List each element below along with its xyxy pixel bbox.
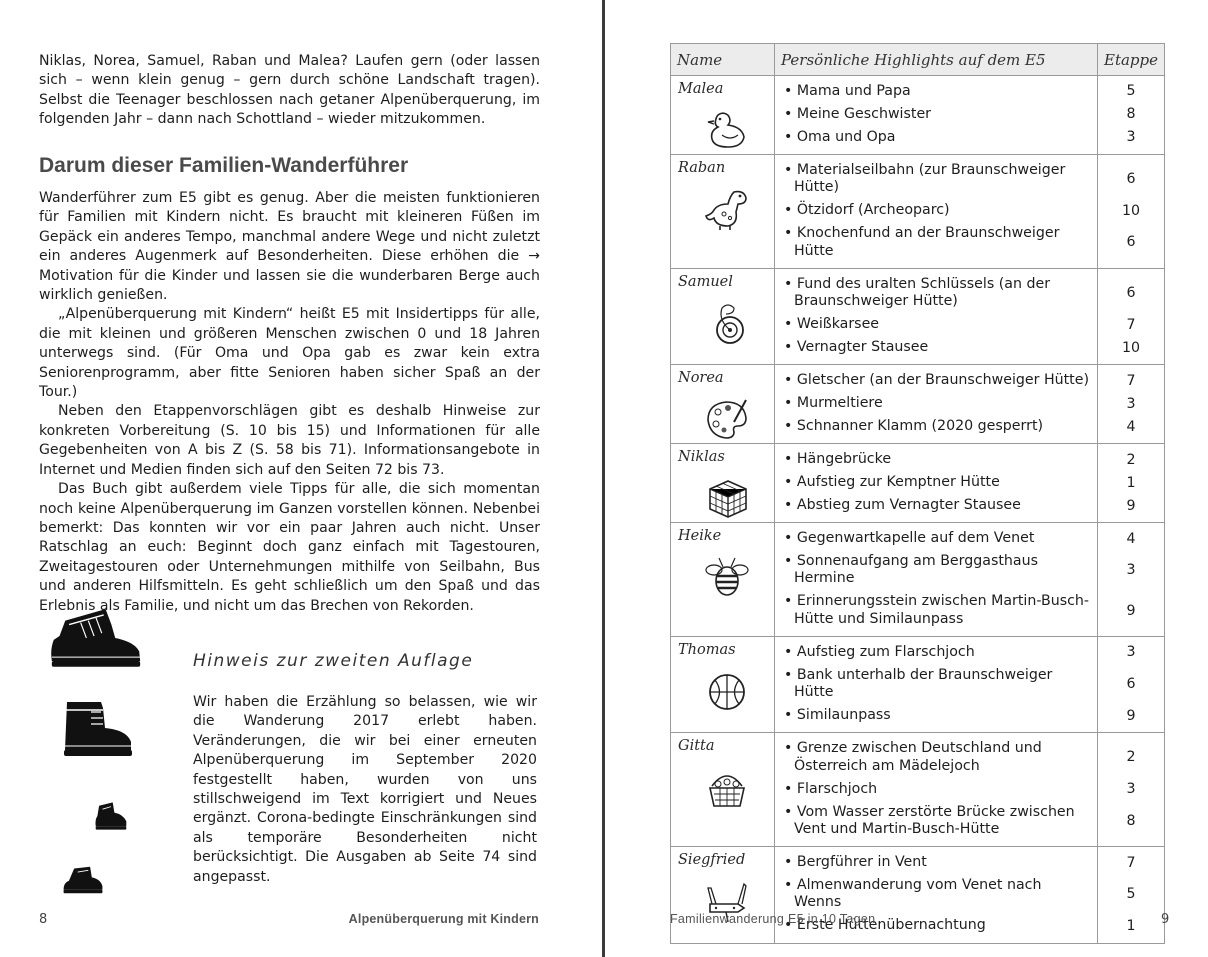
highlight-item: • Knochenfund an der Braunschweiger Hütte	[784, 222, 1091, 262]
person-name: Siegfried	[678, 852, 746, 869]
highlight-item: • Schnanner Klamm (2020 gesperrt)	[784, 415, 1091, 438]
person-name: Niklas	[678, 449, 725, 466]
section-heading: Darum dieser Familien-Wanderführer	[39, 154, 409, 177]
person-name: Raban	[678, 160, 726, 176]
highlight-item: • Meine Geschwister	[784, 103, 1091, 126]
name-cell	[671, 733, 775, 847]
highlight-item: • Oma und Opa	[784, 126, 1091, 149]
table-body	[671, 76, 1165, 944]
paragraph: Wanderführer zum E5 gibt es genug. Aber die meisten funktionieren für Familien mit Kindern nicht. Es braucht mit kleineren Füßen im Gepäck ein anderes Tempo, manchmal andere Wege und nicht zuletzt ein anderes Augenmerk auf Besonderheiten. Diese erhöhen die → Motivation für die Kinder und lassen sie die wunderbaren Berge auch wirklich genießen.	[39, 190, 540, 304]
stage-number: 3	[1126, 781, 1136, 798]
header-highlights: Persönliche Highlights auf dem E5	[775, 44, 1098, 76]
highlight-item: • Gegenwartkapelle auf dem Venet	[784, 527, 1091, 550]
running-head-left: Alpenüberquerung mit Kindern	[348, 912, 539, 926]
highlight-item: • Erste Hüttenübernachtung	[784, 915, 1091, 938]
stage-number: 4	[1126, 418, 1136, 435]
stage-number: 1	[1126, 917, 1136, 934]
highlights-cell	[775, 268, 1098, 364]
table-row	[671, 523, 1165, 637]
stage-number: 3	[1126, 395, 1136, 412]
highlight-item: • Bergführer in Vent	[784, 851, 1091, 874]
boot-icon	[48, 602, 144, 672]
dinosaur-icon	[704, 186, 750, 232]
stage-cell	[1098, 444, 1165, 523]
stage-cell	[1098, 268, 1165, 364]
stage-cell	[1098, 847, 1165, 943]
table-row	[671, 847, 1165, 943]
name-cell	[671, 155, 775, 269]
stage-cell	[1098, 365, 1165, 444]
stage-cell	[1098, 155, 1165, 269]
highlights-cell	[775, 76, 1098, 155]
intro-text: Niklas, Norea, Samuel, Raban und Malea? Laufen gern (oder lassen sich – wenn klein genug – gern durch schöne Landschaft tragen). Selbst die Teenager beschlossen nach getaner Alpenüberquerung, im folgenden Jahr – dann nach Schottland – wieder mitzukommen.	[39, 53, 540, 128]
stage-number: 7	[1126, 372, 1136, 389]
basketball-icon	[704, 668, 750, 714]
highlight-item: • Hängebrücke	[784, 448, 1091, 471]
table-row	[671, 733, 1165, 847]
name-cell	[671, 76, 775, 155]
person-name: Norea	[678, 370, 724, 387]
paragraph: Das Buch gibt außerdem viele Tipps für alle, die sich momentan noch keine Alpenüberquerung im Ganzen vorstellen können. Nebenbei bemerkt: Das konnten wir vor ein paar Jahren auch nicht. Unser Ratschlag an euch: Beginnt doch ganz einfach mit Tagestouren, Zweitagestouren oder Unternehmungen mithilfe von Seilbahn, Bus und anderen Hilfsmitteln. Es geht schließlich um den Spaß und das Erlebnis als Familie, und nicht um das Brechen von Rekorden.	[39, 481, 540, 614]
flower-basket-icon	[704, 764, 750, 810]
stage-number: 2	[1126, 451, 1136, 468]
intro-paragraph	[39, 52, 540, 130]
highlights-cell	[775, 365, 1098, 444]
highlights-cell	[775, 733, 1098, 847]
highlight-item: • Aufstieg zum Flarschjoch	[784, 641, 1091, 664]
highlight-item: • Bank unterhalb der Braunschweiger Hütte	[784, 664, 1091, 704]
highlight-item: • Vom Wasser zerstörte Brücke zwischen Vent und Martin-Busch-Hütte	[784, 801, 1091, 841]
header-name: Name	[671, 44, 775, 76]
header-stage: Etappe	[1098, 44, 1165, 76]
stage-cell	[1098, 76, 1165, 155]
name-cell	[671, 365, 775, 444]
right-page	[605, 0, 1208, 957]
stage-number: 1	[1126, 474, 1136, 491]
name-cell	[671, 523, 775, 637]
name-cell	[671, 268, 775, 364]
name-cell	[671, 444, 775, 523]
stage-number: 3	[1126, 562, 1136, 579]
highlight-item: • Materialseilbahn (zur Braunschweiger Hütte)	[784, 159, 1091, 199]
stage-number: 9	[1126, 497, 1136, 514]
stage-number: 8	[1126, 812, 1136, 829]
page-number-left: 8	[39, 912, 48, 927]
stage-number: 10	[1121, 202, 1141, 219]
person-name: Gitta	[678, 738, 715, 755]
stage-number: 6	[1126, 284, 1136, 301]
stage-number: 6	[1126, 234, 1136, 251]
paragraph: Neben den Etappenvorschlägen gibt es deshalb Hinweise zur konkreten Vorbereitung (S. 10 bis 15) und Informationen für alle Gegebenheiten von A bis Z (S. 58 bis 71). Informationsangebote in Internet und Medien finden sich auf den Seiten 72 bis 73.	[39, 403, 540, 478]
table-row	[671, 76, 1165, 155]
person-name: Heike	[678, 528, 722, 545]
stage-number: 6	[1126, 676, 1136, 693]
stage-number: 9	[1126, 707, 1136, 724]
highlights-cell	[775, 847, 1098, 943]
stage-cell	[1098, 733, 1165, 847]
highlight-item: • Erinnerungsstein zwischen Martin-Busch-Hütte und Similaunpass	[784, 591, 1091, 631]
highlights-table	[670, 43, 1165, 944]
table-row	[671, 444, 1165, 523]
hint-title: Hinweis zur zweiten Auflage	[193, 651, 474, 671]
highlight-item: • Mama und Papa	[784, 80, 1091, 103]
stage-number: 8	[1126, 106, 1136, 123]
person-name: Samuel	[678, 273, 733, 290]
bee-icon	[704, 554, 750, 600]
highlight-item: • Aufstieg zur Kemptner Hütte	[784, 471, 1091, 494]
highlights-cell	[775, 637, 1098, 733]
stage-number: 7	[1126, 316, 1136, 333]
highlight-item: • Weißkarsee	[784, 313, 1091, 336]
stage-number: 9	[1126, 602, 1136, 619]
boot-icon	[94, 800, 128, 832]
highlight-item: • Sonnenaufgang am Berggasthaus Hermine	[784, 550, 1091, 590]
highlight-item: • Almenwanderung vom Venet nach Wenns	[784, 874, 1091, 914]
table-row	[671, 268, 1165, 364]
highlight-item: • Similaunpass	[784, 704, 1091, 727]
hint-paragraph: Wir haben die Erzählung so belassen, wie wir die Wanderung 2017 erlebt haben. Veränderungen, die wir bei einer erneuten Alpenüberquerung im September 2020 festgestellt haben, wurden von uns stillschweigend im Text korrigiert und Neues ergänzt. Corona-bedingte Einschränkungen sind als temporäre Besonderheiten nicht berücksichtigt. Die Ausgaben ab Seite 74 sind angepasst.	[193, 694, 537, 885]
paragraph: „Alpenüberquerung mit Kindern“ heißt E5 mit Insidertipps für alle, die mit kleinen und größeren Menschen zwischen 0 und 18 Jahren unterwegs sind. (Für Oma und Opa gab es zwar kein extra Seniorenprogramm, aber fitte Senioren haben sicher Spaß an der Tour.)	[39, 306, 540, 401]
stage-cell	[1098, 523, 1165, 637]
stage-number: 6	[1126, 171, 1136, 187]
highlight-item: • Gletscher (an der Braunschweiger Hütte)	[784, 369, 1091, 392]
stage-number: 5	[1126, 886, 1136, 903]
hint-text	[193, 693, 537, 887]
yoyo-icon	[704, 300, 750, 346]
name-cell	[671, 637, 775, 733]
highlight-item: • Grenze zwischen Deutschland und Österreich am Mädelejoch	[784, 737, 1091, 777]
running-head-right: Familienwanderung E5 in 10 Tagen	[670, 912, 876, 926]
stage-number: 5	[1126, 83, 1136, 100]
highlight-item: • Flarschjoch	[784, 778, 1091, 801]
highlights-cell	[775, 523, 1098, 637]
stage-number: 7	[1126, 854, 1136, 871]
highlight-item: • Murmeltiere	[784, 392, 1091, 415]
rubiks-cube-icon	[704, 475, 750, 521]
table-row	[671, 365, 1165, 444]
highlight-item: • Abstieg zum Vernagter Stausee	[784, 494, 1091, 517]
boot-icon	[61, 698, 135, 760]
highlight-item: • Ötzidorf (Archeoparc)	[784, 199, 1091, 222]
left-page	[0, 0, 603, 957]
name-cell	[671, 847, 775, 943]
main-text	[39, 189, 540, 616]
highlight-item: • Fund des uralten Schlüssels (an der Braunschweiger Hütte)	[784, 273, 1091, 313]
stage-number: 2	[1126, 749, 1136, 766]
person-name: Thomas	[678, 642, 736, 659]
duck-icon	[704, 107, 750, 153]
highlights-cell	[775, 444, 1098, 523]
person-name: Malea	[678, 81, 724, 97]
table-row	[671, 155, 1165, 269]
page-number-right: 9	[1161, 912, 1170, 927]
table-header-row	[671, 44, 1165, 76]
boot-icon	[61, 865, 105, 895]
stage-number: 4	[1126, 530, 1136, 547]
table-row	[671, 637, 1165, 733]
paint-palette-icon	[704, 396, 750, 442]
stage-number: 3	[1126, 644, 1136, 661]
stage-cell	[1098, 637, 1165, 733]
highlight-item: • Vernagter Stausee	[784, 336, 1091, 359]
stage-number: 10	[1121, 339, 1141, 356]
highlights-cell	[775, 155, 1098, 269]
stage-number: 3	[1126, 129, 1136, 146]
